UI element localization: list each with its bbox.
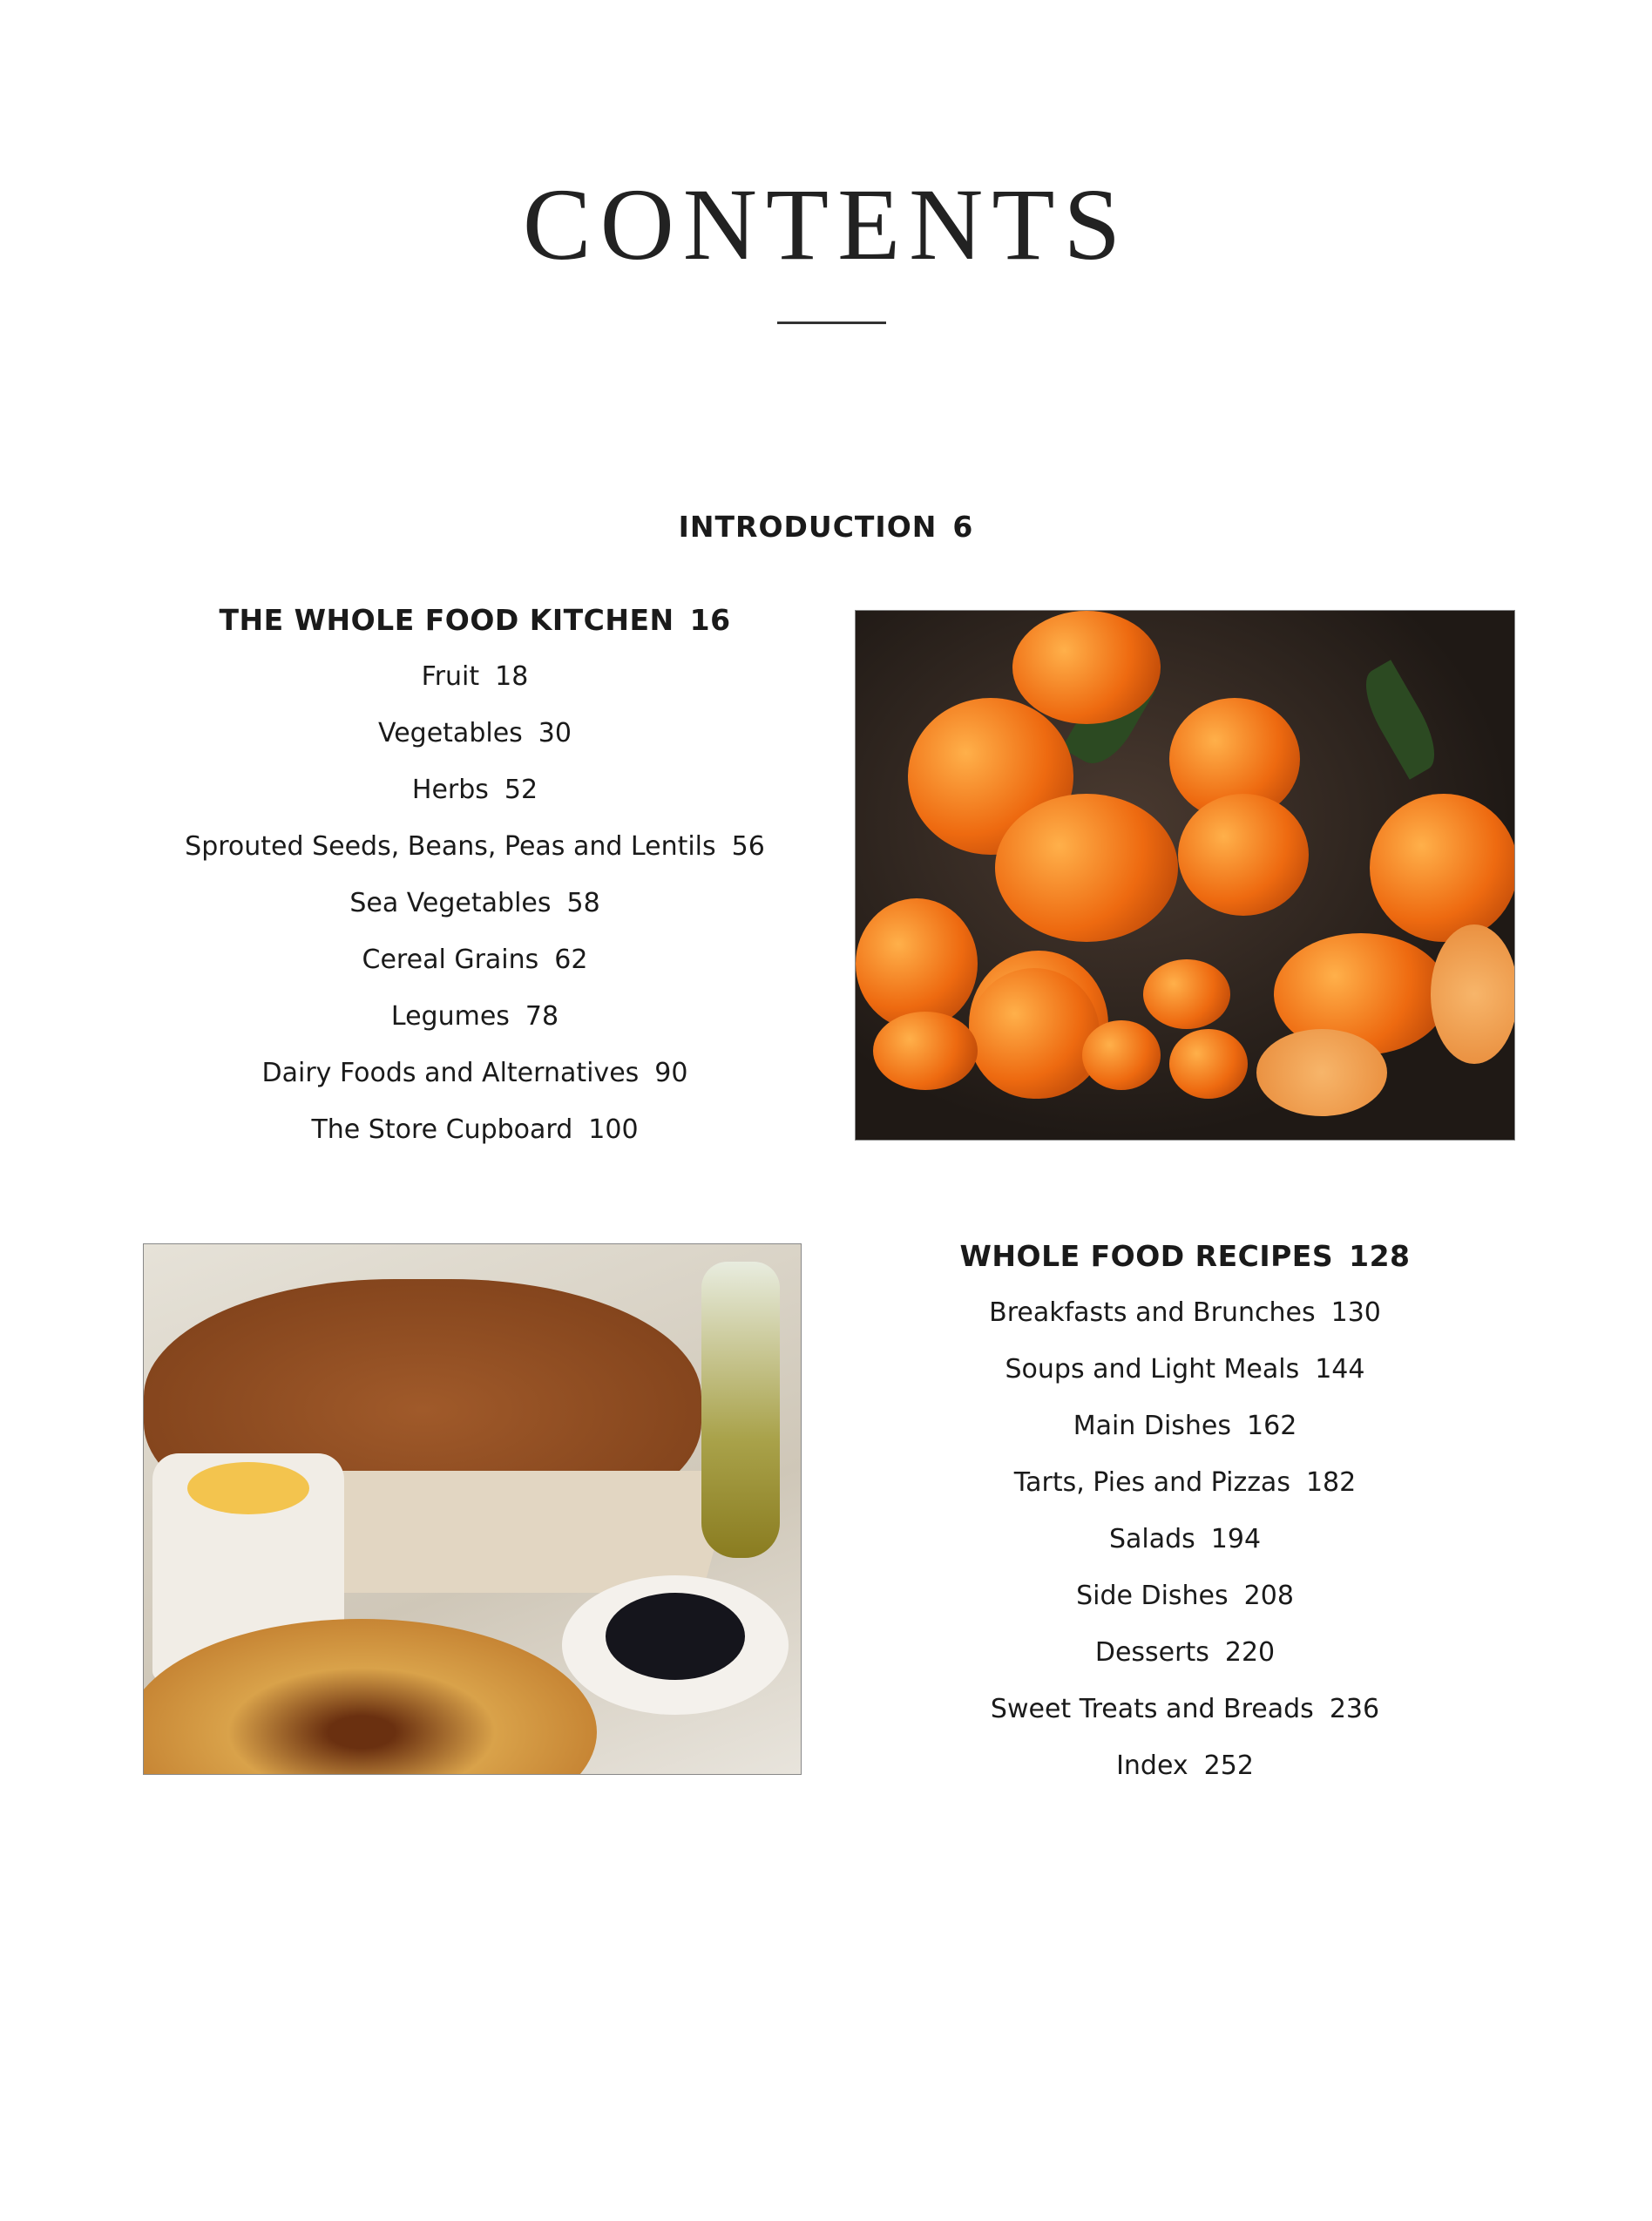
title-divider <box>777 322 886 324</box>
entry-label: Vegetables <box>378 718 523 748</box>
entry-page: 100 <box>588 1114 639 1145</box>
toc-entry[interactable] <box>836 1352 1534 1409</box>
entry-label: Legumes <box>390 1001 510 1032</box>
entry-page: 220 <box>1224 1637 1276 1668</box>
section-heading[interactable] <box>836 1239 1534 1296</box>
entry-page: 194 <box>1210 1524 1262 1554</box>
toc-entry-introduction[interactable] <box>0 510 1652 544</box>
entry-page: 182 <box>1305 1467 1357 1498</box>
toc-entry[interactable] <box>836 1579 1534 1635</box>
entry-page: 90 <box>654 1058 688 1088</box>
toc-entry[interactable] <box>126 660 823 716</box>
heading-page: 128 <box>1349 1239 1411 1273</box>
toc-entry[interactable] <box>126 1113 823 1169</box>
entry-page: 6 <box>952 510 974 544</box>
entry-page: 162 <box>1247 1411 1297 1441</box>
entry-label: Dairy Foods and Alternatives <box>261 1058 640 1088</box>
entry-page: 52 <box>504 775 538 805</box>
entry-label: Desserts <box>1094 1637 1209 1668</box>
entry-page: 56 <box>731 831 765 862</box>
heading-label: THE WHOLE FOOD KITCHEN <box>219 603 674 637</box>
toc-entry[interactable] <box>126 886 823 943</box>
toc-entry[interactable] <box>836 1692 1534 1749</box>
toc-entry[interactable] <box>126 773 823 829</box>
entry-page: 208 <box>1243 1581 1294 1611</box>
entry-label: Tarts, Pies and Pizzas <box>1013 1467 1290 1498</box>
entry-page: 236 <box>1329 1694 1380 1724</box>
entry-label: Side Dishes <box>1076 1581 1229 1611</box>
entry-label: Index <box>1116 1750 1188 1781</box>
toc-entry[interactable] <box>126 716 823 773</box>
entry-page: 252 <box>1203 1750 1254 1781</box>
section-heading[interactable] <box>126 603 823 660</box>
toc-entry[interactable] <box>836 1522 1534 1579</box>
focaccia-photo <box>143 1243 802 1775</box>
entry-page: 130 <box>1330 1297 1381 1328</box>
entry-page: 30 <box>538 718 572 748</box>
entry-label: The Store Cupboard <box>311 1114 573 1145</box>
entry-label: Soups and Light Meals <box>1005 1354 1300 1385</box>
toc-entry[interactable] <box>126 1056 823 1113</box>
entry-label: Salads <box>1108 1524 1195 1554</box>
heading-page: 16 <box>689 603 731 637</box>
toc-entry[interactable] <box>836 1296 1534 1352</box>
section-whole-food-recipes <box>836 1239 1534 1805</box>
entry-label: Sea Vegetables <box>349 888 552 918</box>
entry-label: Cereal Grains <box>362 945 539 975</box>
entry-page: 18 <box>495 661 529 692</box>
toc-entry[interactable] <box>836 1749 1534 1805</box>
toc-entry[interactable] <box>126 943 823 999</box>
entry-page: 62 <box>554 945 588 975</box>
entry-label: Sprouted Seeds, Beans, Peas and Lentils <box>185 831 716 862</box>
entry-label: Breakfasts and Brunches <box>989 1297 1316 1328</box>
toc-entry[interactable] <box>126 999 823 1056</box>
toc-entry[interactable] <box>836 1409 1534 1466</box>
page-title: CONTENTS <box>522 167 1130 281</box>
heading-label: WHOLE FOOD RECIPES <box>959 1239 1334 1273</box>
section-whole-food-kitchen <box>126 603 823 1169</box>
entry-label: INTRODUCTION <box>678 510 938 544</box>
toc-entry[interactable] <box>836 1466 1534 1522</box>
entry-page: 78 <box>525 1001 559 1032</box>
entry-page: 58 <box>566 888 600 918</box>
entry-page: 144 <box>1315 1354 1365 1385</box>
entry-label: Fruit <box>421 661 480 692</box>
toc-entry[interactable] <box>126 829 823 886</box>
entry-label: Main Dishes <box>1073 1411 1232 1441</box>
entry-label: Herbs <box>411 775 489 805</box>
oranges-photo <box>855 610 1515 1141</box>
toc-entry[interactable] <box>836 1635 1534 1692</box>
entry-label: Sweet Treats and Breads <box>990 1694 1314 1724</box>
